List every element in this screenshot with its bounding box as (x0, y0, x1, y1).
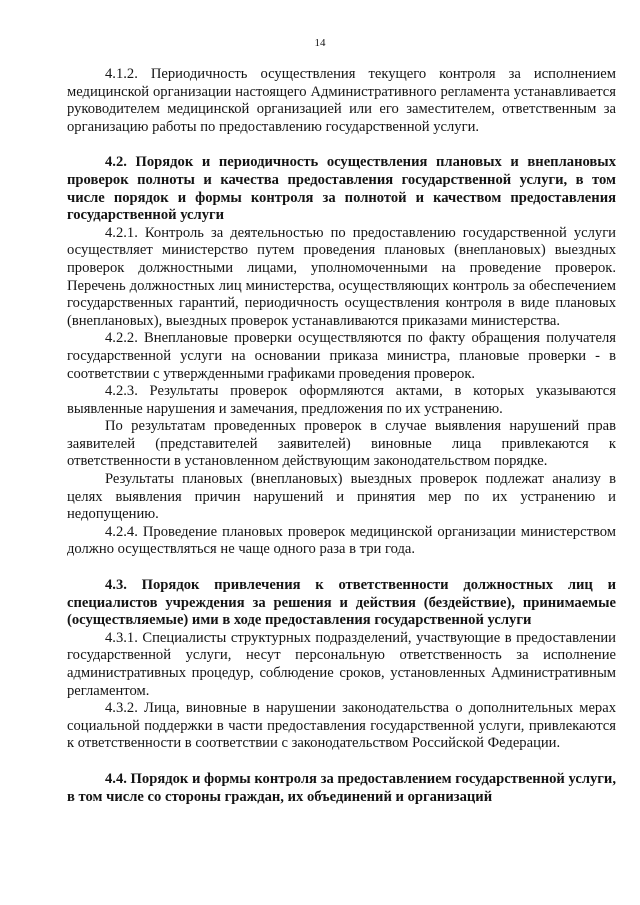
paragraph-4-2-1: 4.2.1. Контроль за деятельностью по предоставлению государственной услуги осуществляет министерство путем проведения плановых (внеплановых) выездных проверок должностными лицами, уполномоченными на проведение проверок. Перечень должностных лиц министерства, осуществляющих контроль за обеспечением государственных гарантий, периодичность осуществления контроля в виде плановых (внеплановых), выездных проверок устанавливаются приказами министерства. (67, 224, 616, 329)
section-heading-4-2: 4.2. Порядок и периодичность осуществления плановых и внеплановых проверок полноты и качества предоставления государственной услуги, в том числе порядок и формы контроля за полнотой и качеством предоставления государственной услуги (67, 154, 616, 224)
section-heading-4-4: 4.4. Порядок и формы контроля за предоставлением государственной услуги, в том числе со стороны граждан, их объединений и организаций (67, 770, 616, 805)
section-heading-4-3: 4.3. Порядок привлечения к ответственности должностных лиц и специалистов учреждения за решения и действия (бездействие), принимаемые (осуществляемые) ими в ходе предоставления государственной услуги (67, 577, 616, 629)
page-number: 14 (314, 37, 326, 49)
paragraph-violations: По результатам проведенных проверок в случае выявления нарушений прав заявителей (представителей заявителей) виновные лица привлекаются к ответственности в установленном действующим законодательством порядке. (67, 418, 616, 470)
paragraph-4-1-2: 4.1.2. Периодичность осуществления текущего контроля за исполнением медицинской организации настоящего Административного регламента устанавливается руководителем медицинской организацией или его заместителем, ответственным за организацию работы по предоставлению государственной услуги. (67, 66, 616, 135)
document-body (67, 66, 616, 806)
paragraph-4-3-1: 4.3.1. Специалисты структурных подразделений, участвующие в предоставлении государственной услуги, несут персональную ответственность за исполнение административных процедур, соблюдение сроков, установленных Административным регламентом. (67, 629, 616, 699)
paragraph-4-2-4: 4.2.4. Проведение плановых проверок медицинской организации министерством должно осуществляться не чаще одного раза в три года. (67, 523, 616, 558)
paragraph-results-analysis: Результаты плановых (внеплановых) выездных проверок подлежат анализу в целях выявления причин нарушений и принятия мер по их устранению и недопущению. (67, 471, 616, 523)
paragraph-4-2-2: 4.2.2. Внеплановые проверки осуществляются по факту обращения получателя государственной услуги на основании приказа министра, плановые проверки - в соответствии с утвержденными графиками проведения проверок. (67, 330, 616, 382)
paragraph-4-2-3: 4.2.3. Результаты проверок оформляются актами, в которых указываются выявленные нарушения и замечания, предложения по их устранению. (67, 383, 616, 417)
paragraph-4-3-2: 4.3.2. Лица, виновные в нарушении законодательства о дополнительных мерах социальной поддержки в части предоставления государственной услуги, привлекаются к ответственности в соответствии с законодательством Российской Федерации. (67, 700, 616, 752)
